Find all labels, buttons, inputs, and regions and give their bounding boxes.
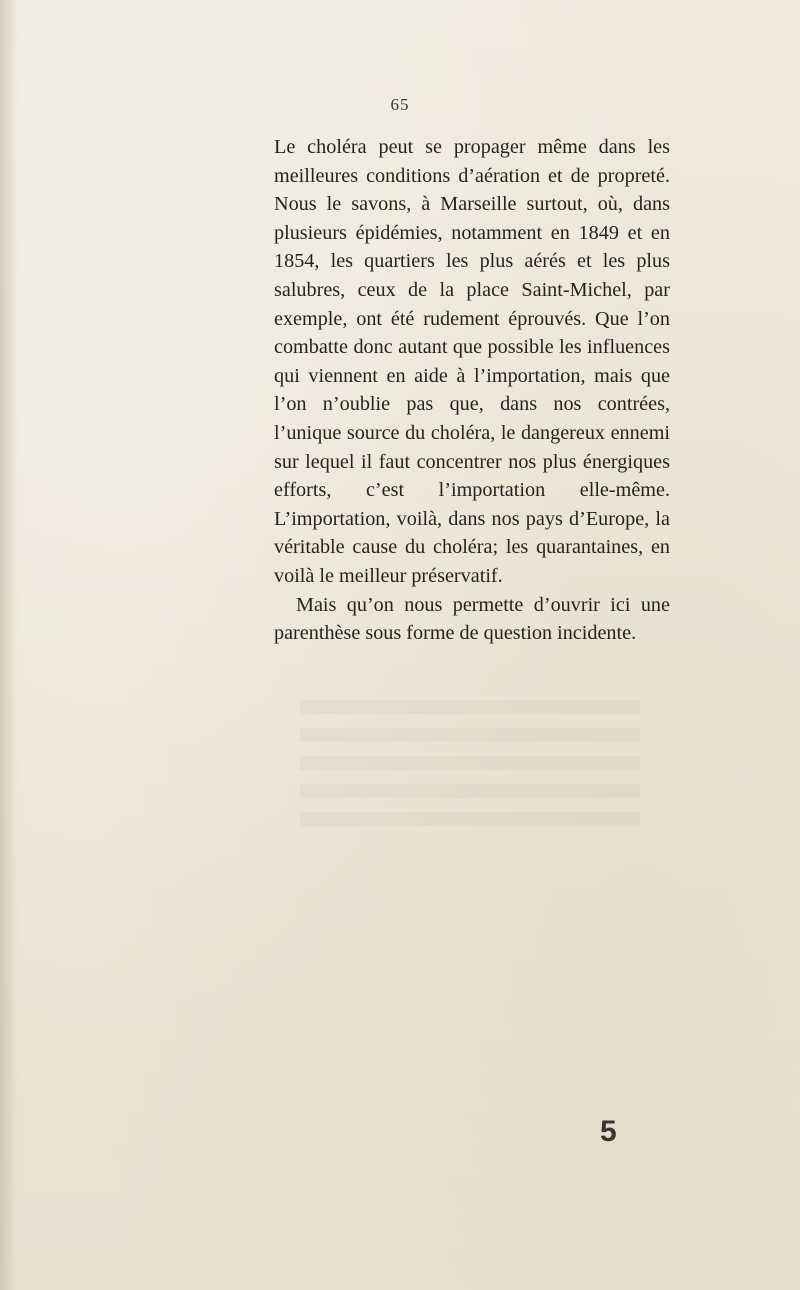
paragraph-1: Le choléra peut se propager même dans les meilleures conditions d’aération et de propreté. Nous le savons, à Marseille surtout, où, dans plusieurs épidémies, notamment en 1849 et en 1854, les quartiers les plus aérés et les plus salubres, ceux de la place Saint-Michel, par exemple, ont été rudement éprouvés. Que l’on combatte donc autant que possible les influences qui viennent en aide à l’importation, mais que l’on n’oublie pas que, dans nos contrées, l’unique source du choléra, le dangereux ennemi sur lequel il faut concentrer nos plus énergiques efforts, c’est l’importation elle-même. L’importation, voilà, dans nos pays d’Europe, la véritable cause du choléra; les quarantaines, en voilà le meilleur préservatif. (274, 136, 670, 587)
show-through-texture (300, 700, 640, 840)
body-text (274, 133, 670, 648)
page-number: 65 (390, 95, 410, 114)
paragraph-2: Mais qu’on nous permette d’ouvrir ici une parenthèse sous forme de question incidente. (274, 593, 670, 645)
signature-mark: 5 (600, 1115, 617, 1148)
page-edge-shadow (0, 0, 18, 1290)
